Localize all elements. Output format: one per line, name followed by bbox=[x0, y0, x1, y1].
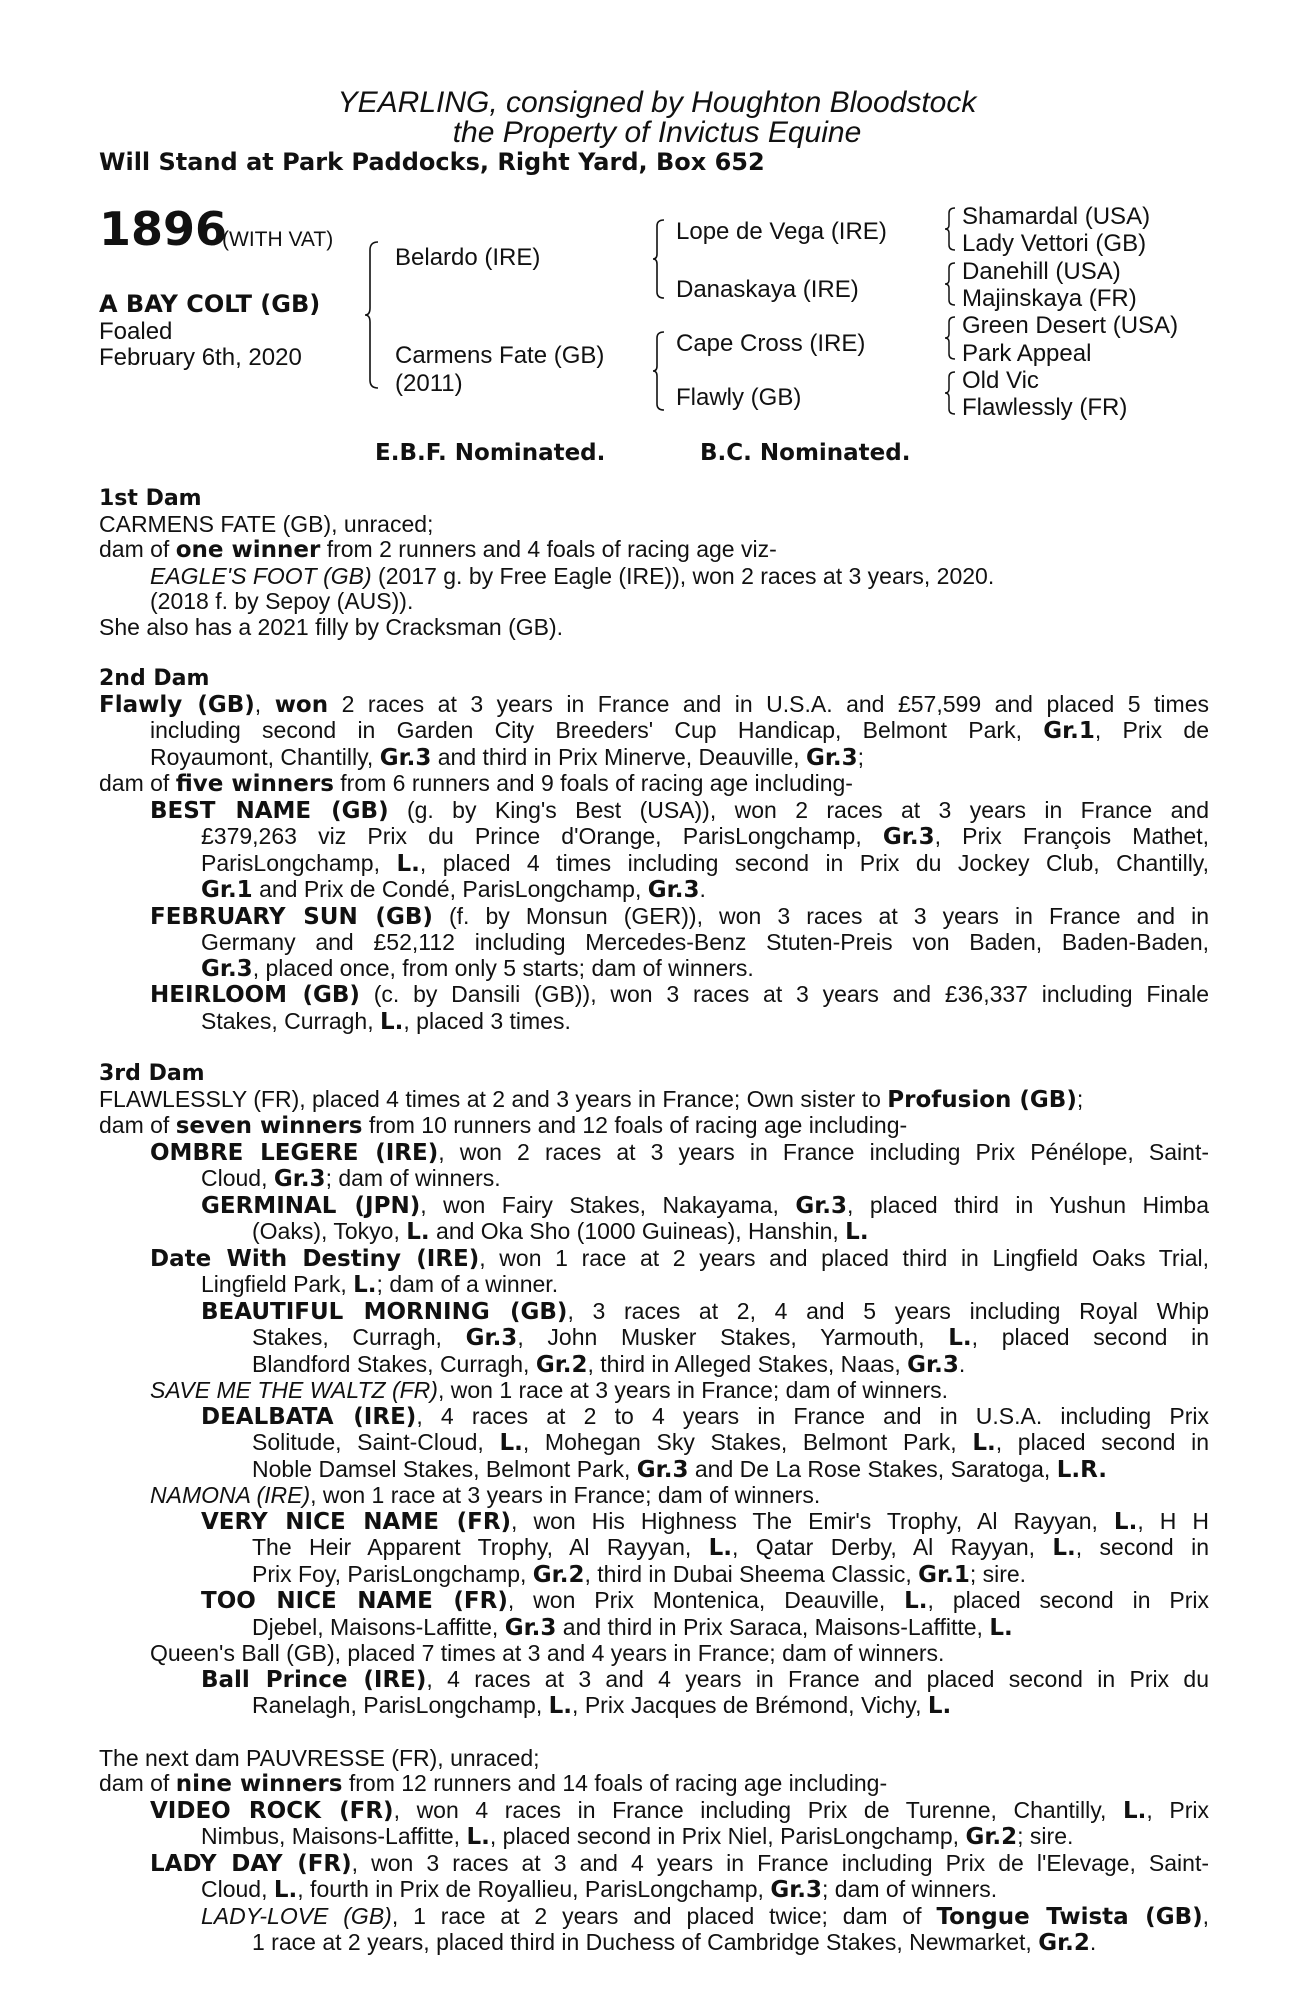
header-line-2: the Property of Invictus Equine bbox=[452, 116, 862, 149]
text-line: Prix Foy, ParisLongchamp, Gr.2, third in Dubai Sheema Classic, Gr.1; sire. bbox=[252, 1560, 1027, 1588]
pedigree-dam-sire: Cape Cross (IRE) bbox=[676, 330, 866, 357]
pedigree-brace-dam bbox=[652, 330, 668, 412]
ebf-nominated: E.B.F. Nominated. bbox=[375, 440, 606, 466]
pedigree-ggen-4: Majinskaya (FR) bbox=[962, 285, 1137, 312]
lot-vat-note: (WITH VAT) bbox=[222, 228, 334, 251]
text-line: Cloud, L., fourth in Prix de Royallieu, ParisLongchamp, Gr.3; dam of winners. bbox=[201, 1876, 998, 1903]
text-line: Date With Destiny (IRE), won 1 race at 2 years and placed third in Lingfield Oaks Trial, bbox=[150, 1244, 1209, 1272]
text-line: She also has a 2021 filly by Cracksman (GB). bbox=[99, 613, 564, 640]
text-line: TOO NICE NAME (FR), won Prix Montenica, Deauville, L., placed second in Prix bbox=[201, 1587, 1210, 1614]
pedigree-dam: Carmens Fate (GB) bbox=[395, 342, 605, 369]
text-line: Royaumont, Chantilly, Gr.3 and third in Prix Minerve, Deauville, Gr.3; bbox=[150, 743, 865, 771]
text-line: The next dam PAUVRESSE (FR), unraced; bbox=[99, 1744, 540, 1771]
text-line: Stakes, Curragh, Gr.3, John Musker Stakes, Yarmouth, L., placed second in bbox=[252, 1324, 1210, 1351]
text-line: VERY NICE NAME (FR), won His Highness The Emir's Trophy, Al Rayyan, L., H H bbox=[201, 1507, 1209, 1535]
text-line: Nimbus, Maisons-Laffitte, L., placed second in Prix Niel, ParisLongchamp, Gr.2; sire. bbox=[201, 1823, 1074, 1850]
text-line: (2018 f. by Sepoy (AUS)). bbox=[150, 588, 414, 614]
stand-location: Will Stand at Park Paddocks, Right Yard, Box 652 bbox=[99, 148, 765, 176]
foaled-date: February 6th, 2020 bbox=[99, 344, 302, 371]
text-line: FEBRUARY SUN (GB) (f. by Monsun (GER)), won 3 races at 3 years in France and in bbox=[150, 902, 1209, 930]
pedigree-ggen-8: Flawlessly (FR) bbox=[962, 394, 1128, 421]
pedigree-brace-3d bbox=[944, 370, 958, 416]
text-line: Ball Prince (IRE), 4 races at 3 and 4 years in France and placed second in Prix du bbox=[201, 1665, 1209, 1693]
text-line: including second in Garden City Breeders' Cup Handicap, Belmont Park, Gr.1, Prix de bbox=[150, 717, 1209, 744]
pedigree-brace-3b bbox=[944, 261, 958, 307]
text-line: dam of five winners from 6 runners and 9 foals of racing age including- bbox=[99, 770, 853, 797]
text-line: (Oaks), Tokyo, L. and Oka Sho (1000 Guineas), Hanshin, L. bbox=[252, 1218, 869, 1245]
bc-nominated: B.C. Nominated. bbox=[700, 440, 911, 466]
pedigree-brace-sire bbox=[652, 218, 668, 300]
second-dam-section bbox=[99, 666, 1209, 1035]
text-line: dam of nine winners from 12 runners and 14 foals of racing age including- bbox=[99, 1770, 888, 1797]
text-line: BEAUTIFUL MORNING (GB), 3 races at 2, 4 and 5 years including Royal Whip bbox=[201, 1297, 1209, 1325]
text-line: VIDEO ROCK (FR), won 4 races in France including Prix de Turenne, Chantilly, L., Prix bbox=[150, 1796, 1210, 1824]
text-line: Gr.3, placed once, from only 5 starts; dam of winners. bbox=[201, 954, 754, 982]
text-line: LADY DAY (FR), won 3 races at 3 and 4 years in France including Prix de l'Elevage, Saint- bbox=[150, 1849, 1210, 1877]
text-line: dam of seven winners from 10 runners and 12 foals of racing age including- bbox=[99, 1112, 908, 1139]
text-line: SAVE ME THE WALTZ (FR), won 1 race at 3 years in France; dam of winners. bbox=[150, 1377, 949, 1403]
text-line: BEST NAME (GB) (g. by King's Best (USA)), won 2 races at 3 years in France and bbox=[150, 796, 1209, 824]
pedigree-brace-3c bbox=[944, 315, 958, 361]
text-line: GERMINAL (JPN), won Fairy Stakes, Nakayama, Gr.3, placed third in Yushun Himba bbox=[201, 1191, 1209, 1219]
pedigree-ggen-6: Park Appeal bbox=[962, 340, 1092, 367]
pedigree-ggen-5: Green Desert (USA) bbox=[962, 312, 1179, 339]
header-line-1: YEARLING, consigned by Houghton Bloodstock bbox=[337, 86, 977, 119]
pedigree-ggen-7: Old Vic bbox=[962, 367, 1039, 394]
pedigree-brace-gen1 bbox=[364, 240, 384, 390]
text-line: ParisLongchamp, L., placed 4 times including second in Prix du Jockey Club, Chantilly, bbox=[201, 849, 1209, 877]
text-line: Germany and £52,112 including Mercedes-Benz Stuten-Preis von Baden, Baden-Baden, bbox=[201, 929, 1209, 955]
text-line: £379,263 viz Prix du Prince d'Orange, ParisLongchamp, Gr.3, Prix François Mathet, bbox=[201, 823, 1210, 850]
text-line: DEALBATA (IRE), 4 races at 2 to 4 years in France and in U.S.A. including Prix bbox=[201, 1402, 1209, 1430]
first-dam-section bbox=[99, 486, 1209, 640]
text-line: Djebel, Maisons-Laffitte, Gr.3 and third in Prix Saraca, Maisons-Laffitte, L. bbox=[252, 1613, 1013, 1641]
text-line: LADY-LOVE (GB), 1 race at 2 years and placed twice; dam of Tongue Twista (GB), bbox=[201, 1902, 1210, 1930]
text-line: Gr.1 and Prix de Condé, ParisLongchamp, Gr.3. bbox=[201, 876, 706, 903]
text-line: Solitude, Saint-Cloud, L., Mohegan Sky Stakes, Belmont Park, L., placed second in bbox=[252, 1429, 1210, 1456]
text-line: The Heir Apparent Trophy, Al Rayyan, L., Qatar Derby, Al Rayyan, L., second in bbox=[252, 1534, 1209, 1561]
pedigree-ggen-1: Shamardal (USA) bbox=[962, 203, 1151, 230]
text-line: OMBRE LEGERE (IRE), won 2 races at 3 years in France including Prix Pénélope, Saint- bbox=[150, 1138, 1209, 1166]
pedigree-ggen-2: Lady Vettori (GB) bbox=[962, 230, 1147, 257]
pedigree-sire-sire: Lope de Vega (IRE) bbox=[676, 218, 887, 245]
pedigree-sire-dam: Danaskaya (IRE) bbox=[676, 276, 859, 303]
pedigree-dam-year: (2011) bbox=[395, 370, 463, 397]
pedigree-notes bbox=[99, 486, 1209, 1957]
second-dam-heading: 2nd Dam bbox=[99, 666, 210, 691]
text-line: EAGLE'S FOOT (GB) (2017 g. by Free Eagle (IRE)), won 2 races at 3 years, 2020. bbox=[150, 562, 995, 589]
pedigree-ggen-3: Danehill (USA) bbox=[962, 258, 1121, 285]
lot-number: 1896 bbox=[99, 202, 228, 256]
text-line: HEIRLOOM (GB) (c. by Dansili (GB)), won 3 races at 3 years and £36,337 including Finale bbox=[150, 981, 1210, 1008]
horse-description: A BAY COLT (GB) bbox=[99, 290, 321, 318]
text-line: Noble Damsel Stakes, Belmont Park, Gr.3 and De La Rose Stakes, Saratoga, L.R. bbox=[252, 1455, 1107, 1483]
pedigree-dam-dam: Flawly (GB) bbox=[676, 384, 802, 411]
text-line: Queen's Ball (GB), placed 7 times at 3 and 4 years in France; dam of winners. bbox=[150, 1640, 945, 1666]
text-line: dam of one winner from 2 runners and 4 foals of racing age viz- bbox=[99, 536, 777, 563]
text-line: FLAWLESSLY (FR), placed 4 times at 2 and 3 years in France; Own sister to Profusion (GB); bbox=[99, 1085, 1084, 1113]
foaled-label: Foaled bbox=[99, 318, 173, 345]
text-line: CARMENS FATE (GB), unraced; bbox=[99, 510, 434, 537]
third-dam-section bbox=[99, 1061, 1209, 1720]
first-dam-heading: 1st Dam bbox=[99, 486, 202, 511]
third-dam-heading: 3rd Dam bbox=[99, 1061, 205, 1086]
text-line: Ranelagh, ParisLongchamp, L., Prix Jacques de Brémond, Vichy, L. bbox=[252, 1692, 952, 1719]
text-line: Blandford Stakes, Curragh, Gr.2, third in Alleged Stakes, Naas, Gr.3. bbox=[252, 1350, 966, 1378]
text-line: Cloud, Gr.3; dam of winners. bbox=[201, 1165, 501, 1192]
pedigree-brace-3a bbox=[944, 206, 958, 252]
text-line: Lingfield Park, L.; dam of a winner. bbox=[201, 1271, 559, 1298]
pedigree-sire: Belardo (IRE) bbox=[395, 244, 541, 271]
text-line: NAMONA (IRE), won 1 race at 3 years in France; dam of winners. bbox=[150, 1482, 821, 1508]
next-dam-section bbox=[99, 1746, 1209, 1957]
text-line: Flawly (GB), won 2 races at 3 years in France and in U.S.A. and £57,599 and placed 5 times bbox=[99, 690, 1209, 718]
text-line: Stakes, Curragh, L., placed 3 times. bbox=[201, 1007, 571, 1035]
text-line: 1 race at 2 years, placed third in Duchess of Cambridge Stakes, Newmarket, Gr.2. bbox=[252, 1929, 1097, 1956]
